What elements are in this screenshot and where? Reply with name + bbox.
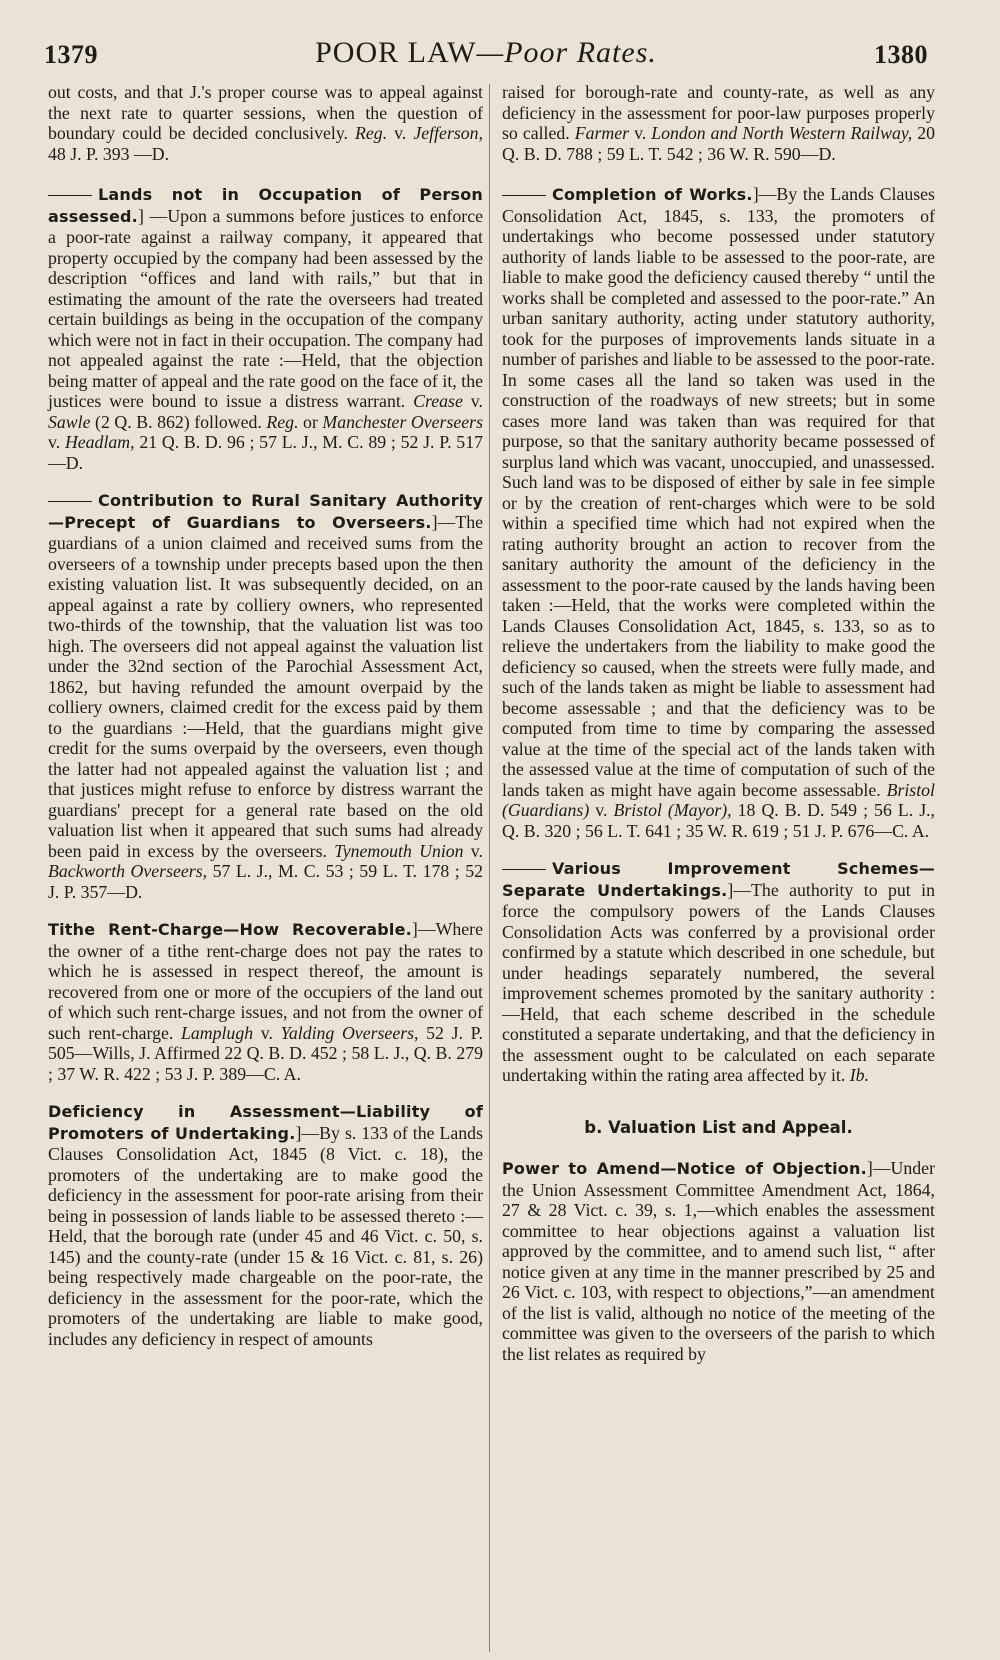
text: 57 L. J., M. C. 53 ; 59 L. T. 178 ; 52 J. P. 357—D.	[48, 861, 483, 902]
case-name: Lamplugh	[180, 1022, 254, 1043]
case-name: Crease	[413, 391, 463, 411]
paragraph-heading: Deficiency in Assessment—Liability of Promoters of Undertaking.	[48, 1102, 483, 1143]
text: v.	[48, 432, 65, 452]
case-name: Headlam,	[64, 432, 135, 452]
text: v.	[589, 800, 614, 820]
case-name: Manchester Overseers	[322, 411, 483, 432]
case-name: Reg.	[266, 411, 299, 432]
text: ]—By s. 133 of the Lands Clauses Consolidation Act, 1845 (8 Vict. c. 18), the promoters of the undertaking are to make good the deficiency in the assessment for poor-rate arising from their being in possession of lands liable to be assessed thereto :—Held, that the borough rate (under 45 and 46 Vict. c. 50, s. 145) and the county-rate (under 15 & 16 Vict. c. 81, s. 26) being respectively made chargeable on the poor-rate, the deficiency in the assessment for the poor-rate, which the promoters of the undertaking are liable to make good, includes any deficiency in respect of amounts	[48, 1122, 483, 1349]
paragraph-heading: Contribution to Rural Sanitary Authority—Precept of Guardians to Overseers.	[48, 491, 483, 532]
case-name: Tynemouth Union	[334, 840, 464, 861]
text: ]—The authority to put in force the compulsory powers of the Lands Clauses Consolidation Acts was conferred by a provisional order confirmed by a statute which described in one schedule, but under headings separately numbered, the several improvement schemes promoted by the sanitary authority :—Held, that each scheme described in the schedule constituted a separate undertaking, and that the deficiency in the assessment ought to be calculated on each separate undertaking within the rating area affected by it.	[502, 879, 935, 1085]
page-number-right: 1380	[874, 40, 928, 69]
paragraph-heading: Completion of Works.	[552, 185, 753, 204]
em-rule	[48, 195, 92, 196]
text: v.	[463, 840, 483, 861]
case-name: Sawle	[48, 411, 91, 432]
page-number-left: 1379	[44, 40, 98, 69]
running-title-sub: —Poor Rates.	[476, 36, 657, 69]
em-rule	[502, 869, 546, 870]
text: v.	[462, 391, 483, 411]
paragraph-tithe-rent-charge	[48, 919, 483, 1084]
column-divider	[489, 84, 490, 1652]
text: 20 Q. B. D. 788 ; 59 L. T. 542 ; 36 W. R. 590—D.	[502, 123, 935, 164]
text: raised for borough-rate and county-rate, as well as any deficiency in the assessment for poor-law purposes properly so called.	[502, 82, 935, 143]
paragraph-deficiency-in-assessment	[48, 1101, 483, 1349]
case-name: Backworth Overseers,	[48, 861, 208, 881]
paragraph-various-improvement-schemes	[502, 858, 935, 1086]
left-column	[48, 82, 483, 1366]
text: 21 Q. B. D. 96 ; 57 L. J., M. C. 89 ; 52 J. P. 517—D.	[48, 432, 483, 473]
text: 52 J. P. 505—Wills, J. Affirmed 22 Q. B. D. 452 ; 58 L. J., Q. B. 279 ; 37 W. R. 422 ; 53 J. P. 389—C. A.	[48, 1022, 483, 1084]
case-name: Ib.	[849, 1065, 870, 1085]
text: ]—By the Lands Clauses Consolidation Act, 1845, s. 133, the promoters of undertakings who become possessed under statutory authority of lands liable to be assessed to the poor-rate, are liable to make good the deficiency caused thereby “ until the works shall be completed and assessed to the poor-rate.” An urban sanitary authority, acting under statutory authority, took for the purposes of improvements lands situate in a number of parishes and liable to be assessed to the poor-rate. In some cases all the land so taken was used in the construction of the roadways of new streets; but in some cases more land was taken than was required for that purpose, so that the sanitary authority became possessed of surplus land which was vacant, unoccupied, and unassessed. Such land was to be disposed of either by sale in fee simple or by the creation of rent-charges which were to be sold within a specified time which had not expired when the rating authority brought an action to recover from the sanitary authority the amount of the deficiency in the assessment to the poor-rate caused by the lands having been taken :—Held, that the works were completed within the Lands Clauses Consolidation Act, 1845, s. 133, so as to relieve the undertakers from the liability to make good the deficiency so caused, when the streets were fully made, and such of the lands taken as might be liable to assessment had become assessable ; and that the deficiency was to be computed from time to time by comparing the assessed value at the time of the special act of the lands taken with the assessed value at the time of computation of such of the lands taken as might have again become assessable.	[502, 184, 935, 800]
paragraph-continuation	[502, 82, 935, 164]
paragraph-continuation	[48, 82, 483, 164]
paragraph-heading: Power to Amend—Notice of Objection.	[502, 1159, 867, 1178]
text: ]—Where the owner of a tithe rent-charge does not pay the rates to which he is assessed in respect thereof, the amount is recovered from one or more of the occupiers of the land out of which such rent-charge issues, and not from the owner of such rent-charge.	[48, 919, 483, 1043]
paragraph-power-to-amend	[502, 1158, 935, 1364]
paragraph-contribution-rural-sanitary	[48, 490, 483, 902]
case-name: Reg.	[355, 123, 388, 143]
running-title-main: POOR LAW	[315, 36, 477, 69]
text: ]—Under the Union Assessment Committee Amendment Act, 1864, 27 & 28 Vict. c. 39, s. 1,—which enables the assessment committee to hear objections against a valuation list approved by the committee, and to amend such list, “ after notice given at any time in the manner prescribed by 25 and 26 Vict. c. 103, with respect to objections,”—an amendment of the list is valid, although no notice of the meeting of the committee was given to the overseers of the parish to which the list relates as required by	[502, 1158, 935, 1364]
right-column	[502, 82, 935, 1381]
text: v.	[629, 123, 652, 143]
text: ] —Upon a summons before justices to enforce a poor-rate against a railway company, it appeared that property occupied by the company had been assessed by the description “offices and land with rails,” but that in estimating the amount of the rate the overseers had treated certain buildings as being in the occupation of the company which were not in fact in their occupation. The company had not appealed against the rate :—Held, that the objection being matter of appeal and the rate good on the face of it, the justices were bound to issue a distress warrant.	[48, 205, 483, 411]
text: out costs, and that J.'s proper course was to appeal against the next rate to quarter sessions, when the question of boundary could be decided conclusively.	[48, 82, 483, 143]
text: 48 J. P. 393 —D.	[48, 143, 170, 164]
case-name: London and North Western Railway,	[651, 123, 913, 143]
case-name: Yalding Overseers,	[280, 1022, 419, 1043]
em-rule	[502, 195, 546, 196]
text: v.	[253, 1022, 281, 1043]
text: v.	[387, 123, 414, 143]
text: or	[298, 411, 323, 432]
paragraph-lands-not-in-occupation	[48, 184, 483, 473]
running-title	[44, 36, 928, 70]
paragraph-heading: Tithe Rent-Charge—How Recoverable.	[48, 920, 412, 939]
em-rule	[48, 501, 92, 502]
paragraph-heading: Various Improvement Schemes—Separate Undertakings.	[502, 859, 935, 900]
case-name: Bristol (Mayor),	[613, 800, 732, 820]
paragraph-heading: Lands not in Occupation of Person assessed.	[48, 185, 483, 226]
paragraph-completion-of-works	[502, 184, 935, 841]
case-name: Jefferson,	[413, 123, 484, 143]
case-name: Farmer	[574, 123, 630, 143]
text: ]—The guardians of a union claimed and received sums from the overseers of a township under precepts based upon the then existing valuation list. It was subsequently decided, on an appeal against a rate by colliery owners, who represented two-thirds of the township, that the valuation list was too high. The overseers did not appeal against the valuation list under the 32nd section of the Parochial Assessment Act, 1862, but having refunded the amount overpaid by the colliery owners, claimed credit for the excess paid by them to the guardians :—Held, that the guardians might give credit for the sums overpaid by the overseers, even though the latter had not appealed against the valuation list ; and that justices might refuse to enforce by distress warrant the guardians' precept for a general rate based on the old valuation list when it appeared that such sums had already been paid in excess by the overseers.	[48, 511, 483, 861]
text: (2 Q. B. 862) followed.	[90, 411, 267, 432]
section-heading: b. Valuation List and Appeal.	[584, 1117, 853, 1137]
page-header	[44, 34, 928, 74]
case-name: Bristol (Guardians)	[502, 779, 935, 820]
text: 18 Q. B. D. 549 ; 56 L. J., Q. B. 320 ; 56 L. T. 641 ; 35 W. R. 619 ; 51 J. P. 676—C. A.	[502, 800, 935, 841]
